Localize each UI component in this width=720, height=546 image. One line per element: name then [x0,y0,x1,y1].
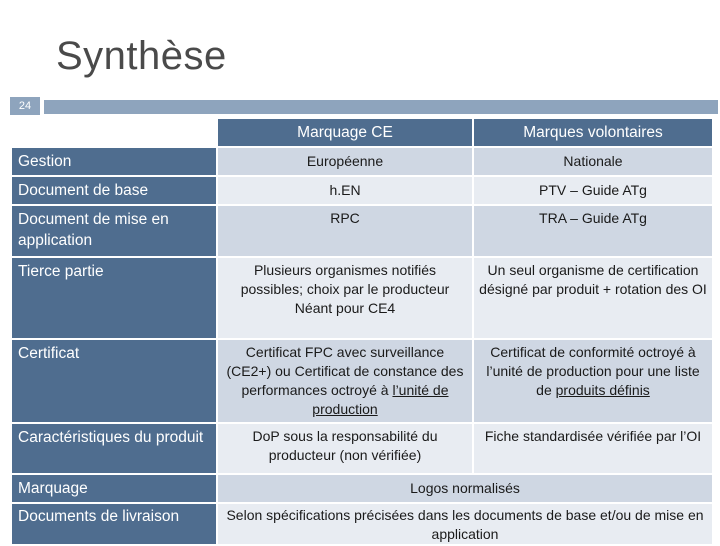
cell-vol [473,339,713,423]
row-label: Document de mise en application [11,205,217,257]
row-label: Gestion [11,147,217,176]
cell-merged: Logos normalisés [217,474,713,503]
row-label: Marquage [11,474,217,503]
table-row [11,423,713,474]
cell-merged: Selon spécifications précisées dans les documents de base et/ou de mise en application [217,503,713,545]
cell-ce: DoP sous la responsabilité du producteur (non vérifiée) [217,423,473,474]
cell-ce: RPC [217,205,473,257]
table-row [11,503,713,545]
cell-ce: h.EN [217,176,473,205]
cell-vol: Un seul organisme de certification désigné par produit + rotation des OI [473,257,713,339]
header-empty-cell [11,118,217,147]
cell-ce-underlined: l’unité de production [312,382,449,417]
cell-vol: TRA – Guide ATg [473,205,713,257]
row-label: Caractéristiques du produit [11,423,217,474]
table-row [11,339,713,423]
cell-vol-underlined: produits définis [555,382,650,398]
row-label: Certificat [11,339,217,423]
cell-ce-text: Certificat FPC avec surveillance (CE2+) ou Certificat de constance des performances octroyé à [226,344,464,398]
table-row [11,176,713,205]
row-label: Documents de livraison [11,503,217,545]
row-label: Document de base [11,176,217,205]
table-row [11,205,713,257]
cell-ce: Européenne [217,147,473,176]
row-label: Tierce partie [11,257,217,339]
page-number: 24 [10,97,40,115]
table-row [11,474,713,503]
cell-vol-text: Certificat de conformité octroyé à l’unité de production pour une liste de [486,344,700,398]
cell-ce: Plusieurs organismes notifiés possibles; choix par le producteur Néant pour CE4 [217,257,473,339]
cell-vol: Fiche standardisée vérifiée par l’OI [473,423,713,474]
cell-vol: Nationale [473,147,713,176]
cell-ce [217,339,473,423]
table-header-row [11,118,713,147]
table-row [11,257,713,339]
header-marques-volontaires: Marques volontaires [473,118,713,147]
comparison-table [10,117,714,546]
cell-vol: PTV – Guide ATg [473,176,713,205]
header-marquage-ce: Marquage CE [217,118,473,147]
slide-title: Synthèse [56,34,227,78]
header-bar [44,100,718,114]
table-row [11,147,713,176]
